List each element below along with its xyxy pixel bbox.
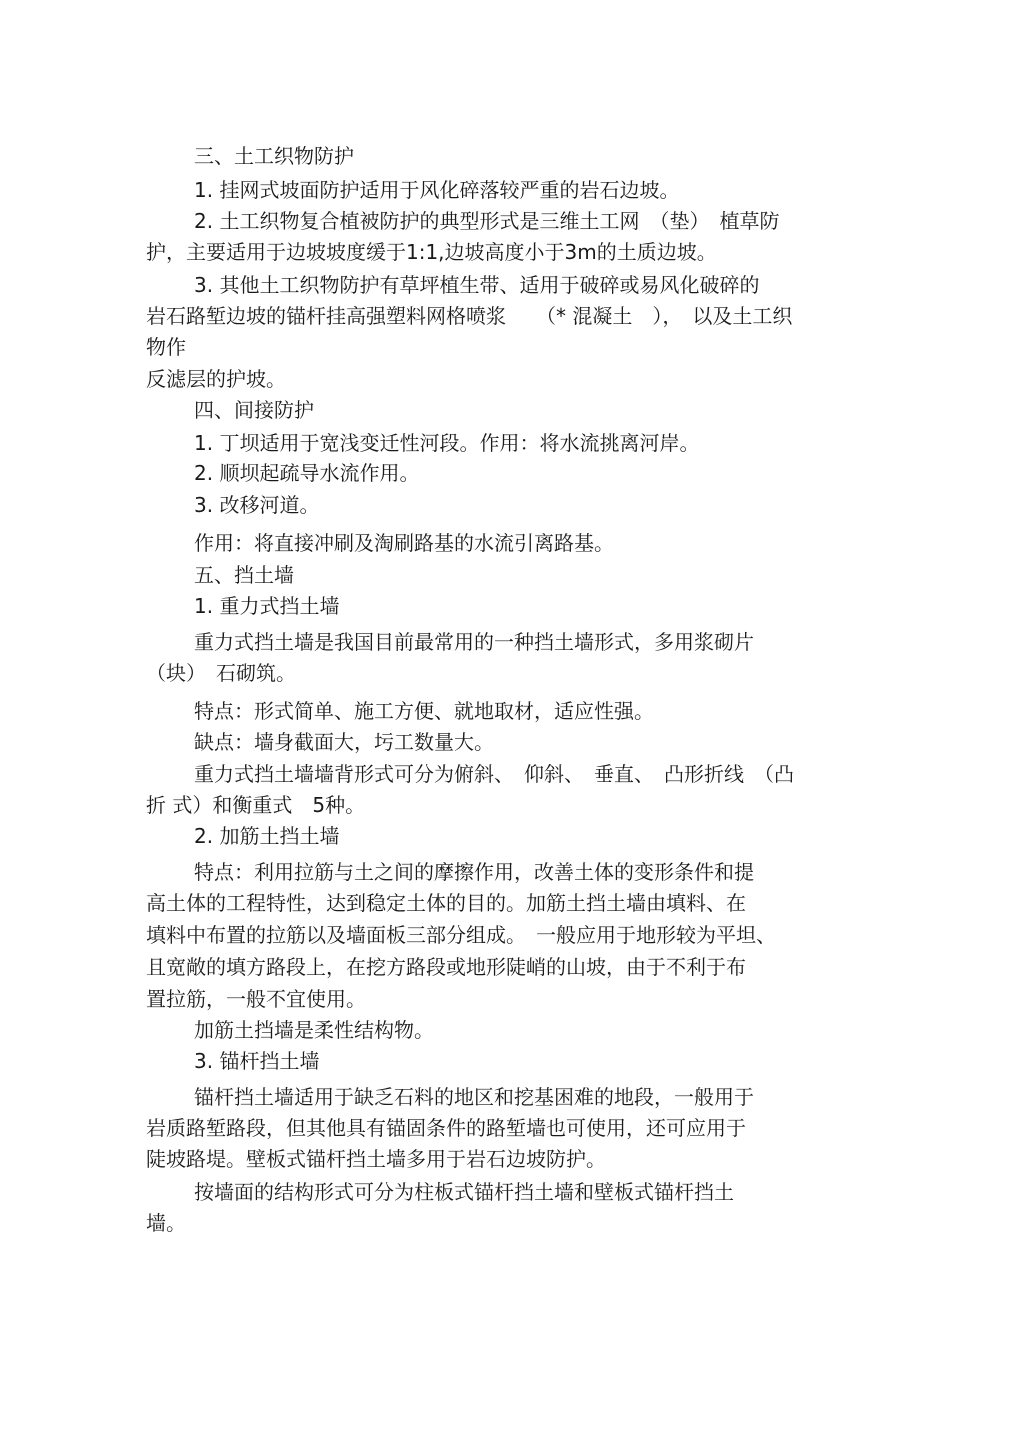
- paragraph-line: 1. 挂网式坡面防护适用于风化碎落较严重的岩石边坡。: [194, 178, 680, 202]
- paragraph-line: 锚杆挡土墙适用于缺乏石料的地区和挖基困难的地段，一般用于: [194, 1085, 754, 1109]
- paragraph-line: 陡坡路堤。壁板式锚杆挡土墙多用于岩石边坡防护。: [146, 1147, 606, 1171]
- paragraph-line: 置拉筋，一般不宜使用。: [146, 987, 366, 1011]
- paragraph-line: 且宽敞的填方路段上，在挖方路段或地形陡峭的山坡，由于不利于布: [146, 955, 746, 979]
- paragraph-line: 重力式挡土墙是我国目前最常用的一种挡土墙形式，多用浆砌片: [194, 630, 754, 654]
- paragraph-line: 重力式挡土墙墙背形式可分为俯斜、 仰斜、 垂直、 凸形折线 （凸: [194, 762, 794, 786]
- paragraph-line: 2. 顺坝起疏导水流作用。: [194, 461, 420, 485]
- heading-indirect-protection: 四、间接防护: [194, 398, 314, 422]
- paragraph-line: 1. 丁坝适用于宽浅变迁性河段。作用：将水流挑离河岸。: [194, 431, 700, 455]
- heading-geotextile-protection: 三、土工织物防护: [194, 144, 354, 168]
- subheading-reinforced-wall: 2. 加筋土挡土墙: [194, 824, 340, 848]
- paragraph-line: 3. 其他土工织物防护有草坪植生带、适用于破碎或易风化破碎的: [194, 273, 760, 297]
- paragraph-line: 特点：利用拉筋与土之间的摩擦作用，改善土体的变形条件和提: [194, 860, 754, 884]
- paragraph-line: 2. 土工织物复合植被防护的典型形式是三维土工网 （垫） 植草防: [194, 209, 780, 233]
- paragraph-line: 按墙面的结构形式可分为柱板式锚杆挡土墙和壁板式锚杆挡土: [194, 1180, 734, 1204]
- paragraph-line: 高土体的工程特性，达到稳定土体的目的。加筋土挡土墙由填料、在: [146, 891, 746, 915]
- paragraph-line: 岩石路堑边坡的锚杆挂高强塑料网格喷浆 （* 混凝土 ）， 以及土工织: [146, 304, 793, 328]
- paragraph-line: 作用：将直接冲刷及淘刷路基的水流引离路基。: [194, 531, 614, 555]
- paragraph-line: 填料中布置的拉筋以及墙面板三部分组成。 一般应用于地形较为平坦、: [146, 923, 776, 947]
- paragraph-line: 加筋土挡墙是柔性结构物。: [194, 1018, 434, 1042]
- paragraph-line: 反滤层的护坡。: [146, 367, 286, 391]
- paragraph-line: 缺点：墙身截面大，圬工数量大。: [194, 730, 494, 754]
- subheading-anchor-wall: 3. 锚杆挡土墙: [194, 1049, 320, 1073]
- paragraph-line: 岩质路堑路段，但其他具有锚固条件的路堑墙也可使用，还可应用于: [146, 1116, 746, 1140]
- paragraph-line: 特点：形式简单、施工方便、就地取材，适应性强。: [194, 699, 654, 723]
- paragraph-line: 3. 改移河道。: [194, 493, 320, 517]
- paragraph-line: 折 式）和衡重式 5种。: [146, 793, 366, 817]
- heading-retaining-wall: 五、挡土墙: [194, 563, 294, 587]
- paragraph-line: 护，主要适用于边坡坡度缓于1:1,边坡高度小于3m的土质边坡。: [146, 240, 717, 264]
- paragraph-line: （块） 石砌筑。: [146, 661, 296, 685]
- subheading-gravity-wall: 1. 重力式挡土墙: [194, 594, 340, 618]
- paragraph-line: 墙。: [146, 1211, 186, 1235]
- paragraph-line: 物作: [146, 335, 186, 359]
